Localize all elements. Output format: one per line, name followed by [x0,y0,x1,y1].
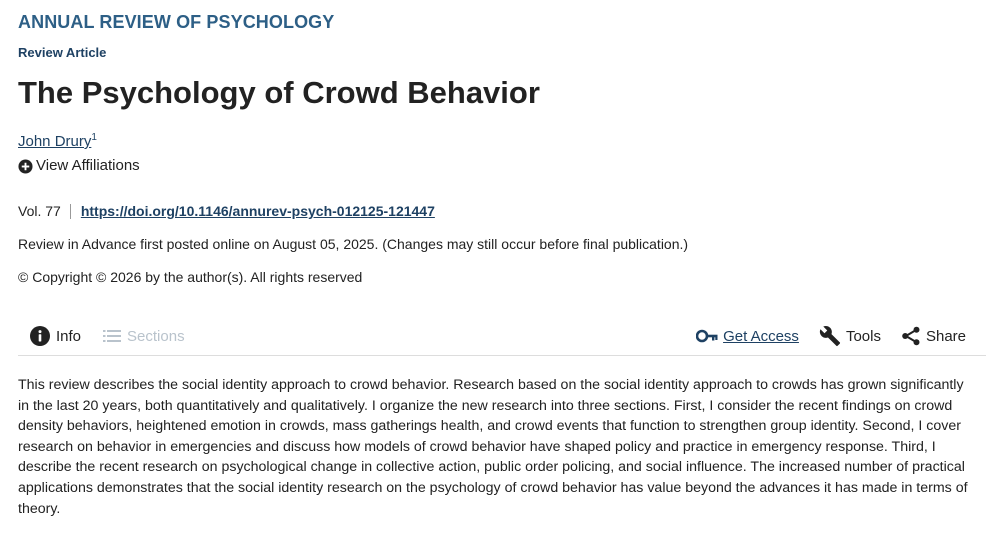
share-button[interactable] [901,326,966,346]
volume-label: Vol. 77 [18,203,61,219]
key-icon [696,329,718,343]
article-toolbar [18,317,986,356]
abstract-text: This review describes the social identity approach to crowd behavior. Research based on the social identity approach to crowds has grown significantly in the last 20 years, both quantitatively and qualitatively. I organize the new research into three sections. First, I consider the recent findings on crowd density behaviors, heightened emotion in crowds, mass gatherings health, and crowd events that function to strengthen group identity. Second, I cover research on behavior in emergencies and discuss how models of crowd behavior have shaped policy and practice in emergency response. Third, I describe the recent research on psychological change in collective action, public order policing, and social influence. The increased number of practical applications demonstrates that the social identity research on the psychology of crowd behavior has value beyond the advances it has made in terms of theory. [18,377,968,517]
divider [70,204,71,219]
get-access-label: Get Access [723,327,799,345]
article-page [18,10,986,519]
tab-info[interactable] [30,326,81,346]
author-affiliation-ref: 1 [91,132,97,143]
advance-notice: Review in Advance first posted online on August 05, 2025. (Changes may still occur before final publication.) [18,236,689,252]
journal-title[interactable]: ANNUAL REVIEW OF PSYCHOLOGY [18,12,335,32]
share-icon [901,326,921,346]
list-icon [103,329,121,343]
author-line [18,132,986,152]
plus-circle-icon [18,159,33,174]
tab-sections-label: Sections [127,327,185,345]
doi-link[interactable]: https://doi.org/10.1146/annurev-psych-012125-121447 [80,203,435,219]
wrench-icon [819,325,841,347]
citation-line [18,201,986,221]
article-type-label: Review Article [18,45,107,60]
author-link[interactable]: John Drury [18,133,92,150]
get-access-button[interactable] [696,328,799,345]
copyright-notice: © Copyright © 2026 by the author(s). All rights reserved [18,269,363,285]
tools-button[interactable] [819,325,881,347]
share-label: Share [925,327,966,345]
article-actions [696,317,966,355]
info-icon [30,326,50,346]
tab-info-label: Info [56,327,82,345]
tools-label: Tools [845,327,881,345]
view-affiliations-label: View Affiliations [36,157,140,174]
page-title: The Psychology of Crowd Behavior [18,75,540,110]
view-affiliations-toggle[interactable] [18,156,140,176]
tab-sections[interactable] [103,328,185,345]
